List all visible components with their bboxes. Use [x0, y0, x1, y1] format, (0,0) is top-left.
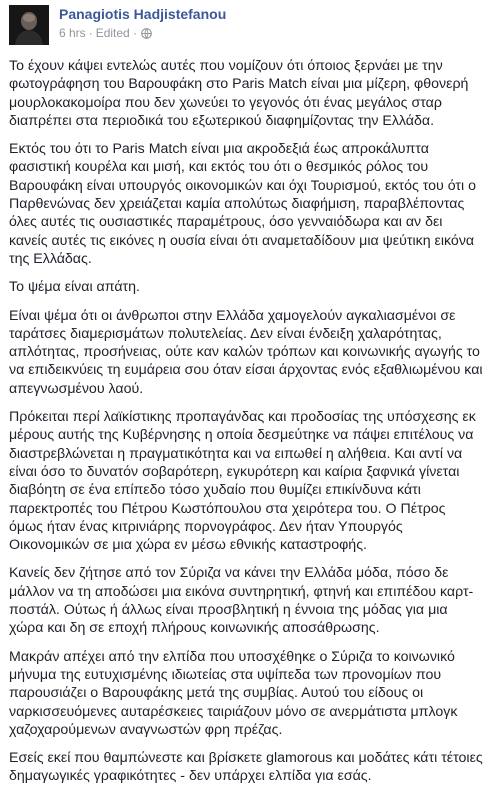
post-paragraph: Εσείς εκεί που θαμπώνεστε και βρίσκετε glamorous και μοδάτες κάτι τέτοιες δημαγωγικές γραφικότητες - δεν υπάρχει ελπίδα για εσάς.	[9, 750, 483, 785]
post-paragraph: Πρόκειται περί λαϊκίστικης προπαγάνδας και προδοσίας της υπόσχεσης εκ μέρους αυτής της Κυβέρνησης η οποία δεσμεύτηκε να πάψει επιτέλους να διαστρεβλώνεται η πραγματικότητα και να ειπωθεί η αλήθεια. Και αντί να είναι όσο το δυνατόν σοβαρότερη, εγκυρότερη και καίρια ξαφνικά γίνεται διαβόητη σε ένα επίπεδο τόσο χυδαίο που θυμίζει επικίνδυνα κάτι παρεκτροπές του Πέτρου Κωστόπουλου στα χειρότερα του. Ο Πέτρος όμως ήταν ένας κιτρινιάρης πορνογράφος. Δεν ήταν Υπουργός Οικονομικών σε μια χώρα εν μέσω εθνικής καταστροφής.	[9, 409, 476, 554]
post-timestamp[interactable]: 6 hrs	[59, 26, 86, 40]
avatar[interactable]	[9, 5, 49, 45]
post-meta	[59, 26, 152, 40]
post-paragraph: Το ψέμα είναι απάτη.	[9, 279, 140, 296]
author-name[interactable]: Panagiotis Hadjistefanou	[59, 6, 227, 22]
post-paragraph: Το έχουν κάψει εντελώς αυτές που νομίζουν ότι όποιος ξερνάει με την φωτογράφηση του Βαρουφάκη στο Paris Match είναι μια μίζερη, φθονερή μουρλοκακομοίρα που δεν χωνεύει το γεγονός ότι ένας μεγάλος σταρ διαπρέπει στα περιοδικά του εξωτερικού διαφημίζοντας την Ελλάδα.	[9, 58, 469, 129]
meta-separator: ·	[88, 26, 93, 40]
post-paragraph: Μακράν απέχει από την ελπίδα που υποσχέθηκε ο Σύριζα το κοινωνικό μήνυμα της ευτυχισμένης ιδιωτείας στα υψίπεδα των προνομίων που παρουσιάζει ο Βαρουφάκης μετά της συμβίας. Αυτού του είδους οι ναρκισσευόμενες αυταρέσκειες ταιριάζουν μόνο σε ανερμάτιστα μπλογκ χαζοχαρούμενων αναγνωστών φρη πρέζας.	[9, 648, 458, 738]
post-body	[9, 57, 483, 796]
post-paragraph: Εκτός του ότι το Paris Match είναι μια ακροδεξιά έως απροκάλυπτα φασιστική κουρέλα και μισή, και εκτός του ότι ο θεσμικός ρόλος του Βαρουφάκη είναι υπουργός οικονομικών και όχι Τουρισμού, εκτός του ότι ο Παρθενώνας δεν χρειάζεται καμία απολύτως διαφήμιση, παραβλέποντας όλες αυτές τις ουσιαστικές παραμέτρους, όσο γενναιόδωρα και αν δει κανείς αυτές τις εικόνες η ουσία είναι ότι αναμεταδίδουν μια ψεύτικη εικόνα της Ελλάδας.	[9, 141, 477, 267]
globe-icon[interactable]	[141, 28, 152, 39]
edited-label[interactable]: Edited ·	[95, 26, 138, 40]
post-header	[9, 5, 479, 51]
post-paragraph: Είναι ψέμα ότι οι άνθρωποι στην Ελλάδα χαμογελούν αγκαλιασμένοι σε ταράτσες διαμερισμάτων πολυτελείας. Δεν είναι ένδειξη χαλαρότητας, απλότητας, προσήνειας, ούτε καν καλών τρόπων και κοινωνικής αγωγής το να επιδεικνύεις τη ευμάρεια σου όταν είσαι άρχοντας ενός εξαθλιωμένου και απεγνωσμένου λαού.	[9, 307, 483, 397]
post-paragraph: Κανείς δεν ζήτησε από τον Σύριζα να κάνει την Ελλάδα μόδα, πόσο δε μάλλον να τη αποδώσει μια εικόνα συντηρητική, φτηνή και επιπέδου καρτ-ποστάλ. Ούτως ή άλλως είναι προσβλητική η έννοια της μόδας για μια χώρα και δη σε εποχή πλήρους κοινωνικής αποσάθρωσης.	[9, 565, 474, 637]
